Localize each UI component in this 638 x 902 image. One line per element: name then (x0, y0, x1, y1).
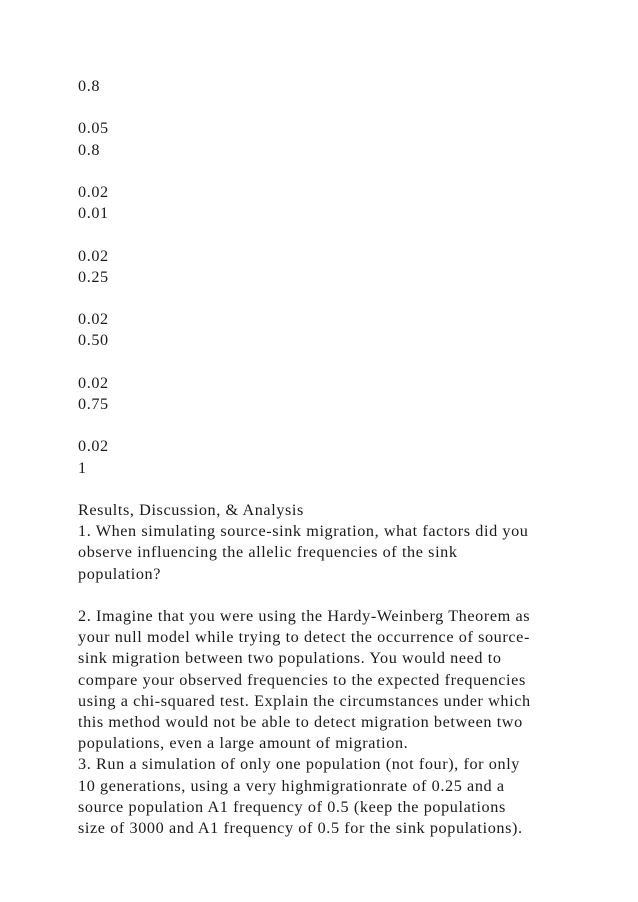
value-line: 0.25 (78, 267, 109, 286)
question-2-line: populations, even a large amount of migration. (78, 734, 409, 753)
value-line: 0.05 (78, 119, 109, 138)
value-line: 0.8 (78, 140, 101, 159)
question-2-line: using a chi-squared test. Explain the circumstances under which (78, 691, 531, 710)
value-line: 0.50 (78, 331, 109, 350)
document-page (78, 76, 578, 839)
spacer (78, 224, 578, 245)
spacer (78, 97, 578, 118)
question-3-line: 3. Run a simulation of only one population (not four), for only (78, 755, 520, 774)
question-2-line: this method would not be able to detect migration between two (78, 712, 523, 731)
value-line: 0.02 (78, 310, 109, 329)
value-line: 0.01 (78, 204, 109, 223)
spacer (78, 415, 578, 436)
question-3-line: 10 generations, using a very highmigrationrate of 0.25 and a (78, 776, 505, 795)
value-line: 0.02 (78, 182, 109, 201)
question-2-line: your null model while trying to detect the occurrence of source- (78, 628, 530, 647)
spacer (78, 161, 578, 182)
question-1-line: 1. When simulating source-sink migration, what factors did you (78, 522, 529, 541)
value-line: 0.02 (78, 246, 109, 265)
question-2-line: 2. Imagine that you were using the Hardy-Weinberg Theorem as (78, 606, 531, 625)
question-2-line: compare your observed frequencies to the expected frequencies (78, 670, 526, 689)
question-3-line: size of 3000 and A1 frequency of 0.5 for the sink populations). (78, 818, 523, 837)
value-line: 1 (78, 458, 87, 477)
spacer (78, 479, 578, 500)
question-3-line: source population A1 frequency of 0.5 (keep the populations (78, 797, 506, 816)
question-1-line: observe influencing the allelic frequencies of the sink (78, 543, 458, 562)
spacer (78, 288, 578, 309)
value-line: 0.8 (78, 77, 101, 95)
spacer (78, 352, 578, 373)
value-line: 0.02 (78, 373, 109, 392)
question-2-line: sink migration between two populations. You would need to (78, 649, 502, 668)
spacer (78, 585, 578, 606)
section-heading: Results, Discussion, & Analysis (78, 500, 304, 519)
value-line: 0.02 (78, 437, 109, 456)
value-line: 0.75 (78, 394, 109, 413)
question-1-line: population? (78, 564, 162, 583)
